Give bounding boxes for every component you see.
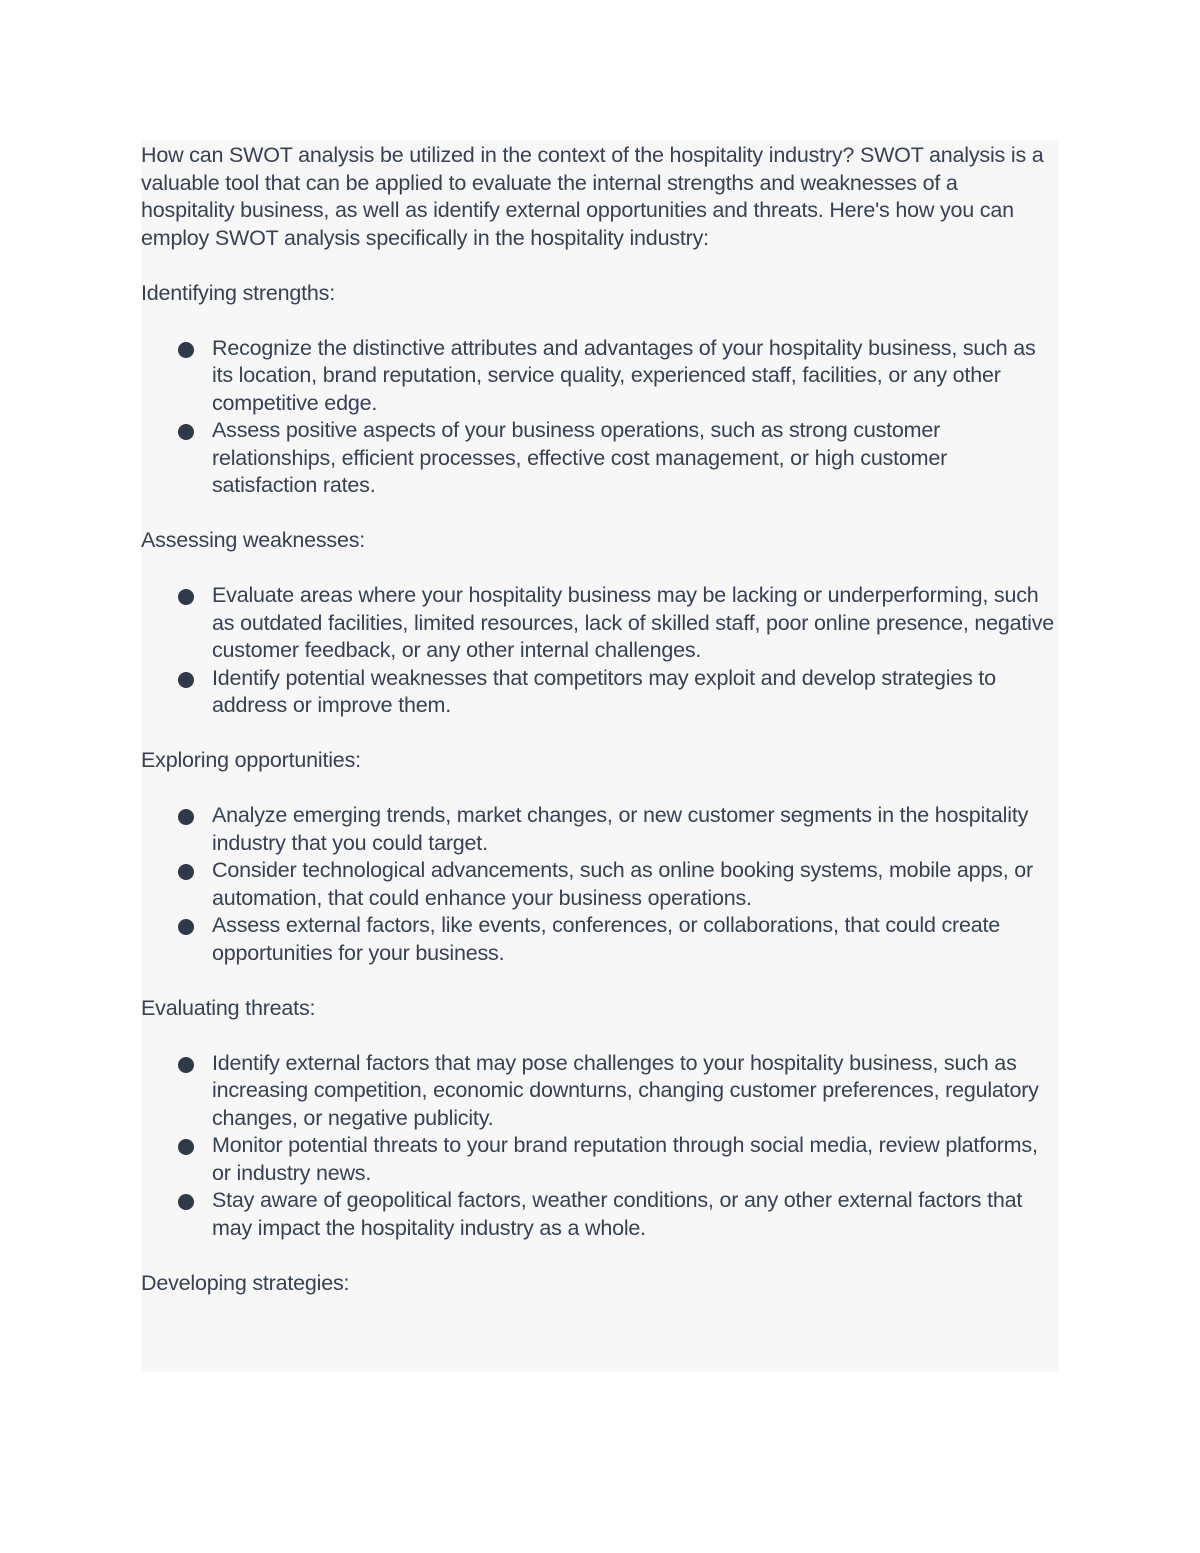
bullet-icon (178, 919, 194, 935)
list-item (141, 665, 1056, 720)
section-heading-weaknesses: Assessing weaknesses: (141, 528, 366, 552)
spacer (141, 500, 1056, 528)
spacer (141, 1022, 1056, 1050)
list-item-text: Assess positive aspects of your business operations, such as strong customer relationships, efficient processes, effective cost management, or high customer satisfaction rates. (212, 418, 948, 497)
list-item (141, 582, 1056, 665)
list-item (141, 1132, 1056, 1187)
list-item-text: Analyze emerging trends, market changes, or new customer segments in the hospitality industry that you could target. (212, 803, 1029, 855)
bullet-icon (178, 1194, 194, 1210)
intro-paragraph: How can SWOT analysis be utilized in the context of the hospitality industry? SWOT analysis is a valuable tool that can be applied to evaluate the internal strengths and weaknesses of a hospitality business, as well as identify external opportunities and threats. Here's how you can employ SWOT analysis specifically in the hospitality industry: (141, 143, 1044, 250)
list-item (141, 912, 1056, 967)
list-item (141, 335, 1056, 418)
weaknesses-list (141, 582, 1056, 720)
bullet-icon (178, 589, 194, 605)
bullet-icon (178, 1139, 194, 1155)
list-item (141, 802, 1056, 857)
document-body (141, 142, 1056, 1297)
section-heading-strengths: Identifying strengths: (141, 280, 335, 305)
spacer (141, 720, 1056, 748)
threats-list (141, 1050, 1056, 1243)
list-item (141, 1050, 1056, 1133)
spacer (141, 1242, 1056, 1270)
bullet-icon (178, 809, 194, 825)
list-item (141, 1187, 1056, 1242)
list-item-text: Assess external factors, like events, conferences, or collaborations, that could create opportunities for your business. (212, 913, 1001, 965)
list-item (141, 417, 1056, 500)
list-item-text: Evaluate areas where your hospitality business may be lacking or underperforming, such as outdated facilities, limited resources, lack of skilled staff, poor online presence, negative customer feedback, or any other internal challenges. (212, 583, 1055, 662)
section-heading-opportunities: Exploring opportunities: (141, 748, 361, 772)
spacer (141, 307, 1056, 335)
list-item-text: Stay aware of geopolitical factors, weather conditions, or any other external factors that may impact the hospitality industry as a whole. (212, 1188, 1023, 1240)
list-item-text: Consider technological advancements, such as online booking systems, mobile apps, or automation, that could enhance your business operations. (212, 858, 1033, 910)
spacer (141, 252, 1056, 280)
bullet-icon (178, 424, 194, 440)
bullet-icon (178, 1057, 194, 1073)
section-heading-threats: Evaluating threats: (141, 995, 316, 1020)
list-item-text: Monitor potential threats to your brand reputation through social media, review platforms, or industry news. (212, 1133, 1038, 1185)
bullet-icon (178, 342, 194, 358)
list-item-text: Identify potential weaknesses that competitors may exploit and develop strategies to address or improve them. (212, 665, 996, 717)
section-heading-strategies: Developing strategies: (141, 1270, 350, 1295)
bullet-icon (178, 864, 194, 880)
list-item (141, 857, 1056, 912)
list-item-text: Identify external factors that may pose challenges to your hospitality business, such as increasing competition, economic downturns, changing customer preferences, regulatory changes, or negative publicity. (212, 1050, 1039, 1130)
spacer (141, 775, 1056, 803)
strengths-list (141, 335, 1056, 500)
spacer (141, 967, 1056, 995)
bullet-icon (178, 672, 194, 688)
list-item-text: Recognize the distinctive attributes and advantages of your hospitality business, such as its location, brand reputation, service quality, experienced staff, facilities, or any other competitive edge. (212, 335, 1036, 415)
opportunities-list (141, 802, 1056, 967)
spacer (141, 555, 1056, 583)
